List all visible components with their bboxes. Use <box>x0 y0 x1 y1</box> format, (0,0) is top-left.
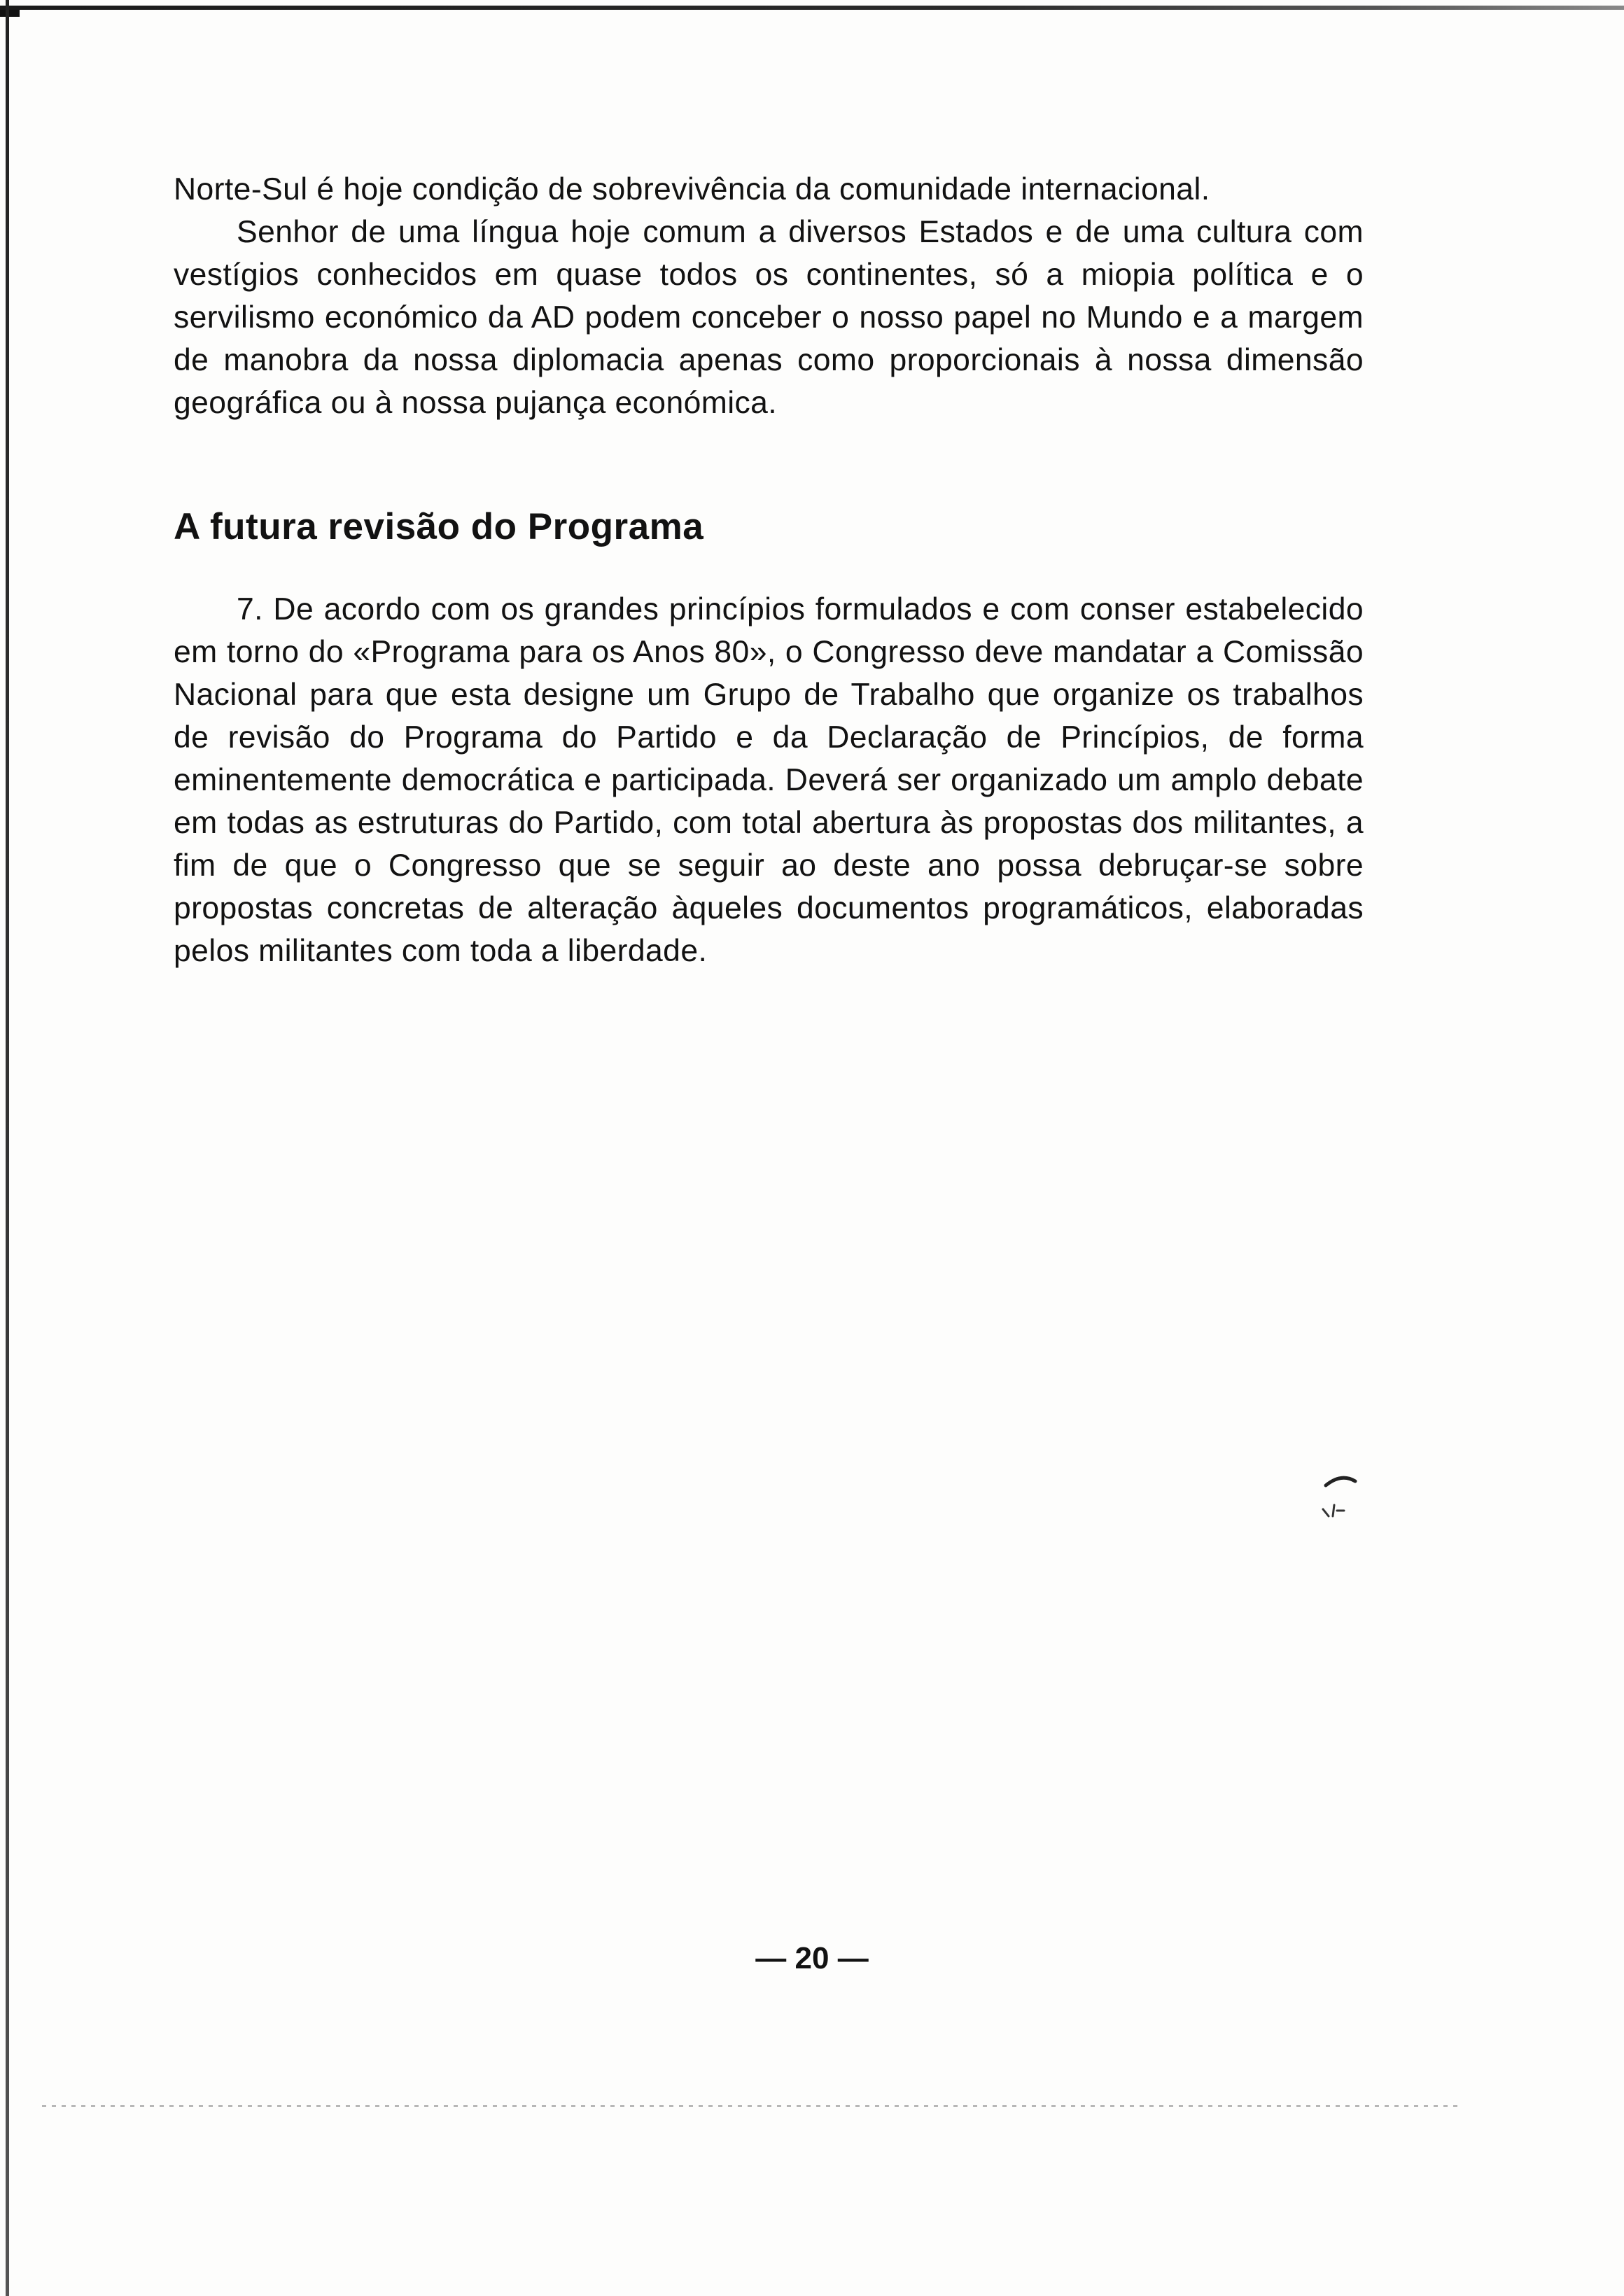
section-heading: A futura revisão do Programa <box>174 506 704 547</box>
body-text-top <box>174 168 1364 424</box>
page-number: — 20 — <box>755 1941 869 1975</box>
handwritten-mark-icon <box>1313 1470 1369 1526</box>
paragraph-senhor: Senhor de uma língua hoje comum a diversos Estados e de uma cultura com vestígios conhecidos em quase todos os continentes, só a miopia política e o servilismo económico da AD podem conceber o nosso papel no Mundo e a margem de manobra da nossa diplomacia apenas como proporcionais à nossa dimensão geográfica ou à nossa pujança económica. <box>174 215 1364 420</box>
scan-top-edge <box>0 6 1624 10</box>
paragraph-7: 7. De acordo com os grandes princípios formulados e com conser estabelecido em torno do «Programa para os Anos 80», o Congresso deve mandatar a Comissão Nacional para que esta designe um Grupo de Trabalho que organize os trabalhos de revisão do Programa do Partido e da Declaração de Princípios, de forma eminentemente democrática e participada. Deverá ser organizado um amplo debate em todas as estruturas do Partido, com total abertura às propostas dos militantes, a fim de que o Congresso que se seguir ao deste ano possa debruçar-se sobre propostas concretas de alteração àqueles documentos programáticos, elaboradas pelos militantes com toda a liberdade. <box>174 592 1364 968</box>
scan-bottom-artifact <box>42 2105 1463 2107</box>
paragraph-continuation: Norte-Sul é hoje condição de sobrevivência da comunidade internacional. <box>174 172 1210 206</box>
body-text-section-7 <box>174 588 1364 972</box>
